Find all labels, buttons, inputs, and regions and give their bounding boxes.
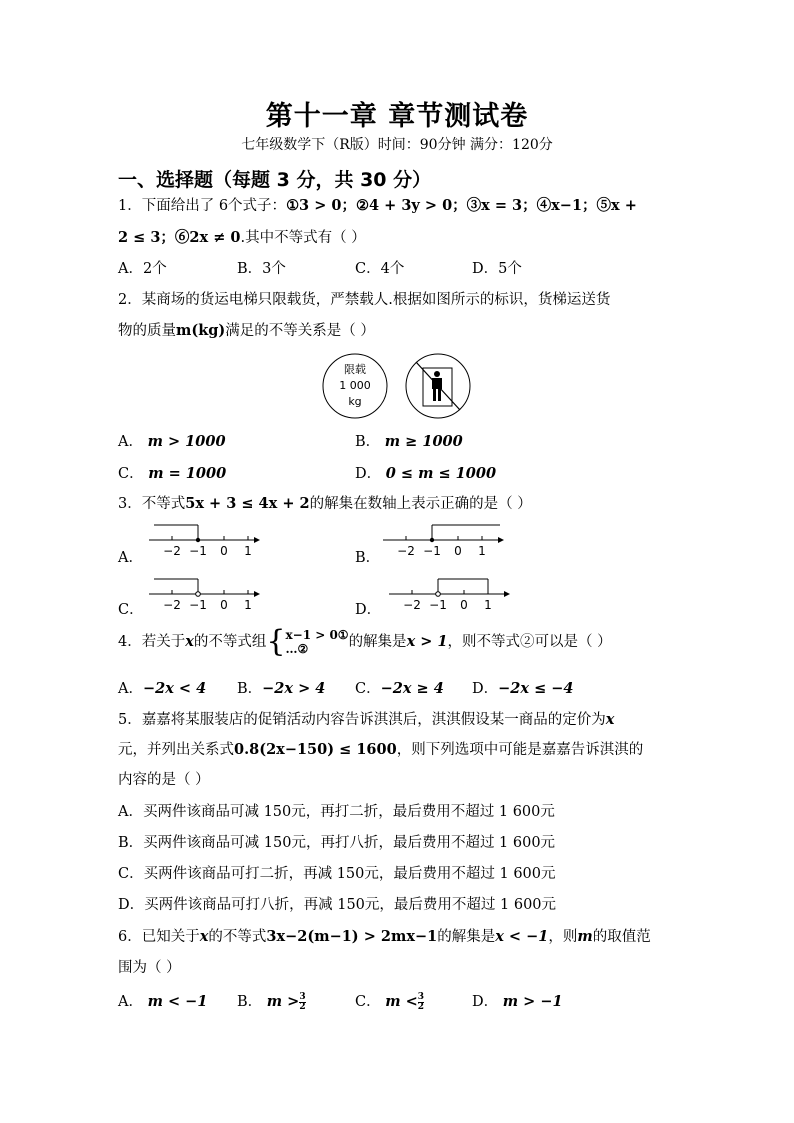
q5-line1: 5．嘉嘉将某服装店的促销活动内容告诉淇淇后，淇淇假设某一商品的定价为x bbox=[118, 711, 615, 728]
q6-option-d: D． m > −1 bbox=[472, 993, 563, 1010]
q1-math: ①3 > 0；②4 + 3y > 0；③x = 3；④x−1；⑤x + bbox=[286, 197, 637, 214]
svg-text:−1: −1 bbox=[189, 544, 207, 558]
q3-option-d: D． bbox=[355, 602, 382, 618]
svg-text:1: 1 bbox=[244, 598, 252, 612]
q1-text: 1．下面给出了 6个式子： bbox=[118, 198, 287, 214]
svg-text:0: 0 bbox=[454, 544, 462, 558]
q2-line1: 2．某商场的货运电梯只限载货，严禁载人.根据如图所示的标识，货梯运送货 bbox=[118, 292, 611, 308]
svg-text:−2: −2 bbox=[397, 544, 415, 558]
q5-option-c: C．买两件该商品可打二折，再减 150元，最后费用不超过 1 600元 bbox=[118, 866, 556, 882]
svg-text:−2: −2 bbox=[403, 598, 421, 612]
svg-text:0: 0 bbox=[460, 598, 468, 612]
q5-option-b: B．买两件该商品可减 150元，再打八折，最后费用不超过 1 600元 bbox=[118, 835, 556, 851]
sign-limit-unit: kg bbox=[348, 395, 362, 408]
q6-option-a: A． m < −1 bbox=[118, 993, 208, 1010]
q5-line2: 元，并列出关系式0.8(2x−150) ≤ 1600，则下列选项中可能是嘉嘉告诉淇淇的 bbox=[118, 741, 644, 758]
fraction: $\frac{3}{2}$ bbox=[299, 991, 306, 1012]
q3-option-b: B． bbox=[355, 550, 381, 566]
section-heading: 一、选择题（每题 3 分，共 30 分） bbox=[118, 169, 432, 191]
person-icon bbox=[434, 371, 440, 377]
q3-option-c: C． bbox=[118, 602, 144, 618]
q3-math: 5x + 3 ≤ 4x + 2 bbox=[185, 495, 310, 512]
q6-line2: 围为（ ） bbox=[118, 960, 181, 976]
q4-option-b: B．−2x > 4 bbox=[237, 680, 326, 697]
q3-number-line-d bbox=[386, 572, 516, 614]
q2-math: m(kg) bbox=[176, 322, 226, 339]
svg-text:1: 1 bbox=[484, 598, 492, 612]
svg-text:0: 0 bbox=[220, 544, 228, 558]
system-brace: { bbox=[266, 624, 286, 659]
no-person-sign bbox=[406, 354, 470, 418]
q2-line2 bbox=[118, 319, 375, 340]
q3-number-line-a bbox=[146, 518, 266, 560]
q2-option-a: A． m > 1000 bbox=[118, 433, 226, 450]
q4-option-a: A．−2x < 4 bbox=[118, 680, 207, 697]
sign-limit-label: 限载 bbox=[344, 363, 366, 376]
q1-line1 bbox=[118, 194, 637, 215]
q4-option-d: D．−2x ≤ −4 bbox=[472, 680, 574, 697]
q3-number-line-b bbox=[380, 518, 510, 560]
q1-option-b: B．3个 bbox=[237, 261, 286, 277]
q6-line1: 6．已知关于x的不等式3x−2(m−1) > 2mx−1的解集是x < −1，则m的取值范 bbox=[118, 928, 651, 945]
q3-option-a: A． bbox=[118, 550, 143, 566]
svg-text:−1: −1 bbox=[423, 544, 441, 558]
inequality-system: x−1 > 0① …② bbox=[285, 628, 349, 656]
q6-option-b: B． m > $\frac{3}{2}$ bbox=[237, 991, 306, 1012]
svg-text:−2: −2 bbox=[163, 598, 181, 612]
q1-text-2: .其中不等式有（ ） bbox=[240, 230, 366, 246]
svg-text:−1: −1 bbox=[429, 598, 447, 612]
q2-option-b: B． m ≥ 1000 bbox=[355, 433, 463, 450]
q2-option-d: D． 0 ≤ m ≤ 1000 bbox=[355, 465, 497, 482]
q1-math-2: 2 ≤ 3；⑥2x ≠ 0 bbox=[118, 229, 241, 246]
svg-text:−1: −1 bbox=[189, 598, 207, 612]
fraction: $\frac{3}{2}$ bbox=[417, 991, 425, 1012]
q1-option-d: D．5个 bbox=[472, 261, 522, 277]
sign-limit-value: 1 000 bbox=[339, 379, 371, 392]
elevator-sign-figure bbox=[320, 350, 475, 422]
q2-text-2: 满足的不等关系是（ ） bbox=[225, 323, 375, 339]
q4-line1: 4．若关于x的不等式组{ x−1 > 0① …② 的解集是x > 1，则不等式②可以是（ ） bbox=[118, 624, 612, 659]
q3-number-line-c bbox=[146, 572, 266, 614]
page-subtitle: 七年级数学下（R版）时间：90分钟 满分：120分 bbox=[241, 137, 553, 153]
svg-text:1: 1 bbox=[244, 544, 252, 558]
q5-option-d: D．买两件该商品可打八折，再减 150元，最后费用不超过 1 600元 bbox=[118, 897, 557, 913]
svg-text:0: 0 bbox=[220, 598, 228, 612]
svg-text:−2: −2 bbox=[163, 544, 181, 558]
q1-line2 bbox=[118, 226, 366, 247]
q6-option-c: C． m < $\frac{3}{2}$ bbox=[355, 991, 425, 1012]
q2-option-c: C． m = 1000 bbox=[118, 465, 227, 482]
q1-option-a: A．2个 bbox=[118, 261, 167, 277]
q3-line1: 3．不等式5x + 3 ≤ 4x + 2的解集在数轴上表示正确的是（ ） bbox=[118, 495, 532, 512]
page-title: 第十一章 章节测试卷 bbox=[265, 101, 529, 132]
q5-line3: 内容的是（ ） bbox=[118, 772, 210, 788]
q2-text: 物的质量 bbox=[118, 323, 176, 339]
q4-option-c: C．−2x ≥ 4 bbox=[355, 680, 444, 697]
svg-text:1: 1 bbox=[478, 544, 486, 558]
q5-option-a: A．买两件该商品可减 150元，再打二折，最后费用不超过 1 600元 bbox=[118, 804, 555, 820]
q1-option-c: C．4个 bbox=[355, 261, 405, 277]
